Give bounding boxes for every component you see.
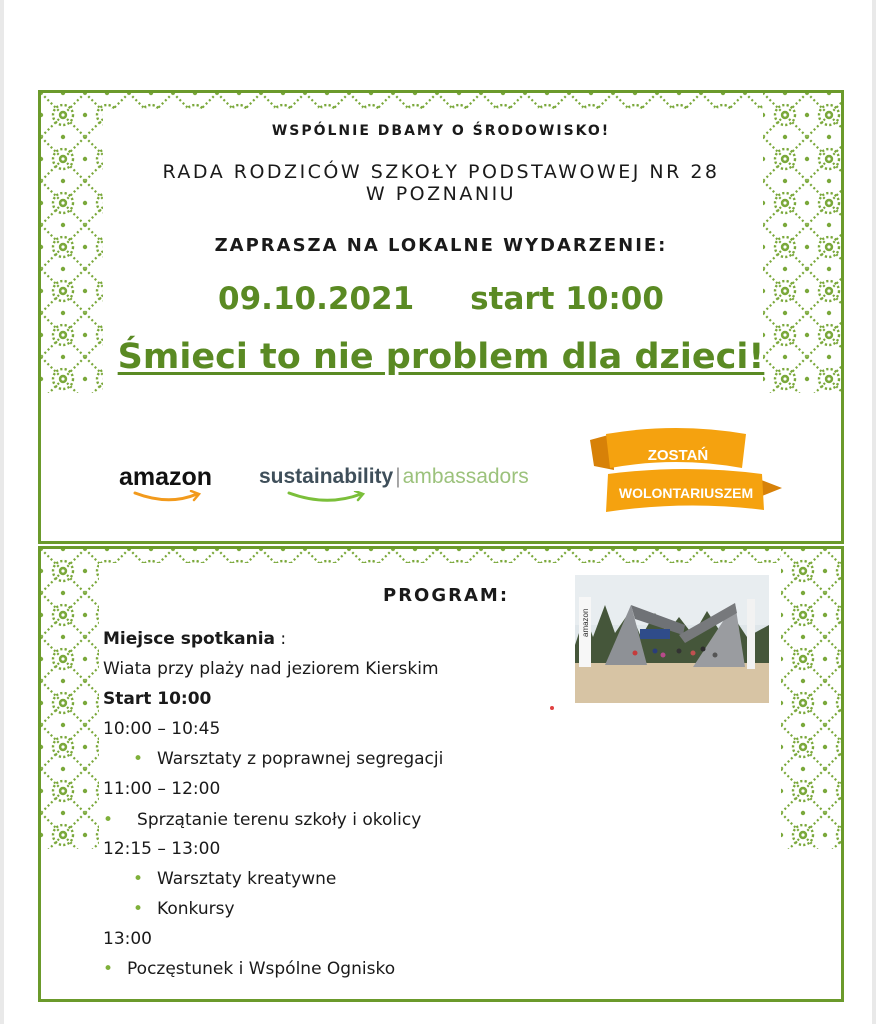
- slot-3-item-1-text: Warsztaty kreatywne: [157, 869, 337, 889]
- event-title: Śmieci to nie problem dla dzieci!: [117, 337, 765, 377]
- slot-4-time: 13:00: [103, 929, 152, 949]
- meeting-label-line: [103, 629, 286, 649]
- meeting-colon: :: [275, 629, 287, 649]
- volunteer-ribbon: [586, 426, 786, 526]
- bullet-icon: [103, 810, 127, 830]
- slot-2-item: [103, 810, 421, 830]
- folk-pattern-top: [41, 93, 844, 109]
- meeting-label: Miejsce spotkania: [103, 629, 276, 649]
- tagline: WSPÓLNIE DBAMY O ŚRODOWISKO!: [271, 123, 611, 139]
- bullet-icon: [133, 899, 157, 919]
- folk-pattern-right-2: [781, 549, 844, 849]
- slot-1-item-text: Warsztaty z poprawnej segregacji: [157, 749, 444, 769]
- slot-3-item-2-text: Konkursy: [157, 899, 235, 919]
- sustainability-ambassadors-logo: sustainability|ambassadors: [259, 465, 529, 489]
- folk-pattern-left-2: [41, 549, 99, 849]
- amazon-logo: [119, 463, 212, 492]
- slot-4-item: [103, 959, 395, 979]
- start-time: Start 10:00: [103, 689, 212, 709]
- event-poster-panel: [38, 90, 844, 544]
- event-start-time: start 10:00: [470, 281, 664, 317]
- slot-3-item-2: [133, 899, 235, 919]
- slot-1-time: 10:00 – 10:45: [103, 719, 221, 739]
- ambassadors-word: ambassadors: [402, 465, 529, 488]
- event-photo: [575, 575, 769, 703]
- invitation: ZAPRASZA NA LOKALNE WYDARZENIE:: [214, 235, 668, 256]
- slot-3-item-1: [133, 869, 336, 889]
- slot-4-item-text: Poczęstunek i Wspólne Ognisko: [127, 959, 396, 979]
- bullet-icon: [133, 869, 157, 889]
- slot-2-time: 11:00 – 12:00: [103, 779, 221, 799]
- page-edge-right: [872, 0, 876, 1024]
- bullet-icon: [103, 959, 127, 979]
- sustainability-word: sustainability: [259, 465, 394, 488]
- ribbon-line-2: WOLONTARIUSZEM: [618, 485, 754, 501]
- slot-2-item-text: Sprzątanie terenu szkoły i okolicy: [137, 810, 422, 830]
- program-heading: PROGRAM:: [383, 585, 510, 606]
- organizer-line-1: RADA RODZICÓW SZKOŁY PODSTAWOWEJ NR 28: [162, 161, 720, 183]
- amazon-wordmark: amazon: [119, 463, 213, 491]
- smile-icon: [287, 491, 371, 505]
- slot-1-item: [133, 749, 443, 769]
- program-panel: [38, 546, 844, 1002]
- ribbon-line-1: ZOSTAŃ: [647, 447, 709, 464]
- slot-3-time: 12:15 – 13:00: [103, 839, 221, 859]
- photo-banner-text: amazon: [581, 608, 590, 637]
- bullet-icon: [133, 749, 157, 769]
- organizer: [41, 161, 841, 205]
- folk-pattern-top-2: [41, 549, 844, 563]
- red-dot: [549, 705, 555, 711]
- event-date: 09.10.2021: [218, 281, 415, 317]
- organizer-line-2: W POZNANIU: [365, 183, 517, 205]
- amazon-smile-icon: [133, 490, 205, 504]
- page-edge-left: [0, 0, 4, 1024]
- event-datetime: [41, 281, 841, 317]
- meeting-place: Wiata przy plaży nad jeziorem Kierskim: [103, 659, 439, 679]
